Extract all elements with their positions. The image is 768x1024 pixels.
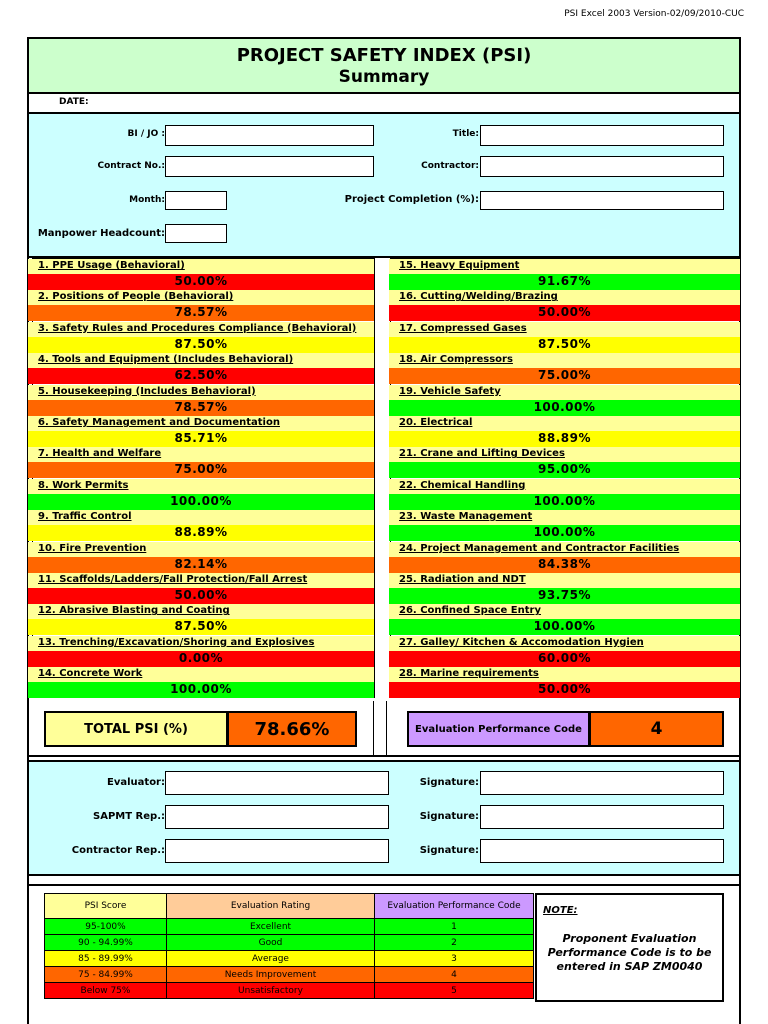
- legend-cell-score: Below 75%: [45, 983, 167, 999]
- left-category-score: 88.89%: [28, 525, 374, 541]
- title-block: [27, 37, 741, 94]
- left-category-label: 8. Work Permits: [28, 479, 374, 494]
- contract-field[interactable]: [165, 156, 374, 177]
- right-category-label: 19. Vehicle Safety: [389, 385, 740, 400]
- manpower-label: Manpower Headcount:: [37, 228, 165, 239]
- legend-header-score: PSI Score: [45, 894, 167, 919]
- legend-cell-rating: Needs Improvement: [167, 967, 375, 983]
- right-category-score: 93.75%: [389, 588, 740, 604]
- left-category-label: 5. Housekeeping (Includes Behavioral): [28, 385, 374, 400]
- legend-row: [45, 951, 534, 967]
- right-category-label: 27. Galley/ Kitchen & Accomodation Hygien: [389, 636, 740, 651]
- left-category-score: 62.50%: [28, 368, 374, 384]
- right-category-score: 75.00%: [389, 368, 740, 384]
- left-category-score: 50.00%: [28, 588, 374, 604]
- right-category-score: 100.00%: [389, 400, 740, 416]
- legend-header-rating: Evaluation Rating: [167, 894, 375, 919]
- evaluation-code-value: 4: [589, 711, 724, 747]
- left-category-label: 14. Concrete Work: [28, 667, 374, 682]
- left-category-label: 13. Trenching/Excavation/Shoring and Explosives: [28, 636, 374, 651]
- left-category-label: 11. Scaffolds/Ladders/Fall Protection/Fall Arrest: [28, 573, 374, 588]
- legend-header-row: [45, 894, 534, 919]
- legend-cell-code: 4: [375, 967, 534, 983]
- left-category-score: 85.71%: [28, 431, 374, 447]
- left-category-score: 87.50%: [28, 337, 374, 353]
- right-category-score: 100.00%: [389, 525, 740, 541]
- contractor-rep-label: Contractor Rep.:: [71, 845, 165, 856]
- sapmt-label: SAPMT Rep.:: [93, 811, 165, 822]
- left-category-label: 1. PPE Usage (Behavioral): [28, 259, 374, 274]
- right-category-score: 91.67%: [389, 274, 740, 290]
- legend-row: [45, 983, 534, 999]
- legend-cell-score: 85 - 89.99%: [45, 951, 167, 967]
- right-category-score: 95.00%: [389, 462, 740, 478]
- contractor-rep-signature-label: Signature:: [419, 845, 479, 856]
- month-field[interactable]: [165, 191, 227, 210]
- legend-cell-code: 5: [375, 983, 534, 999]
- legend-cell-score: 75 - 84.99%: [45, 967, 167, 983]
- right-category-label: 20. Electrical: [389, 416, 740, 431]
- right-category-score: 100.00%: [389, 494, 740, 510]
- right-category-label: 18. Air Compressors: [389, 353, 740, 368]
- title-label: Title:: [452, 129, 479, 139]
- left-category-score: 78.57%: [28, 305, 374, 321]
- legend-row: [45, 935, 534, 951]
- legend-header-code: Evaluation Performance Code: [375, 894, 534, 919]
- sapmt-field[interactable]: [165, 805, 389, 829]
- left-category-label: 7. Health and Welfare: [28, 447, 374, 462]
- legend-cell-code: 3: [375, 951, 534, 967]
- right-category-label: 28. Marine requirements: [389, 667, 740, 682]
- legend-table: [44, 893, 534, 999]
- right-category-score: 50.00%: [389, 682, 740, 698]
- right-category-label: 22. Chemical Handling: [389, 479, 740, 494]
- contractor-label: Contractor:: [421, 161, 479, 171]
- right-category-label: 16. Cutting/Welding/Brazing: [389, 290, 740, 305]
- legend-cell-rating: Unsatisfactory: [167, 983, 375, 999]
- note-box: [535, 893, 724, 1002]
- legend-row: [45, 967, 534, 983]
- legend-cell-score: 95-100%: [45, 919, 167, 935]
- sapmt-signature-label: Signature:: [419, 811, 479, 822]
- evaluation-code-label: Evaluation Performance Code: [407, 711, 590, 747]
- right-category-label: 15. Heavy Equipment: [389, 259, 740, 274]
- page-title: PROJECT SAFETY INDEX (PSI): [236, 45, 532, 66]
- left-category-score: 87.50%: [28, 619, 374, 635]
- left-category-label: 10. Fire Prevention: [28, 542, 374, 557]
- right-category-score: 60.00%: [389, 651, 740, 667]
- left-category-score: 75.00%: [28, 462, 374, 478]
- date-row: [27, 94, 741, 114]
- right-category-score: 88.89%: [389, 431, 740, 447]
- contractor-field[interactable]: [480, 156, 724, 177]
- right-category-label: 26. Confined Space Entry: [389, 604, 740, 619]
- left-category-score: 0.00%: [28, 651, 374, 667]
- left-category-label: 3. Safety Rules and Procedures Compliance (Behavioral): [28, 322, 374, 337]
- total-divider: [373, 701, 387, 757]
- bijo-field[interactable]: [165, 125, 374, 146]
- evaluator-signature-label: Signature:: [419, 777, 479, 788]
- legend-cell-rating: Good: [167, 935, 375, 951]
- note-text: Proponent Evaluation Performance Code is to be entered in SAP ZM0040: [547, 932, 712, 973]
- legend-cell-code: 2: [375, 935, 534, 951]
- left-category-score: 82.14%: [28, 557, 374, 573]
- note-title: NOTE:: [543, 905, 578, 916]
- right-category-label: 21. Crane and Lifting Devices: [389, 447, 740, 462]
- completion-field[interactable]: [480, 191, 724, 210]
- right-category-label: 25. Radiation and NDT: [389, 573, 740, 588]
- evaluator-label: Evaluator:: [107, 777, 165, 788]
- left-category-label: 4. Tools and Equipment (Includes Behavioral): [28, 353, 374, 368]
- evaluator-field[interactable]: [165, 771, 389, 795]
- legend-cell-code: 1: [375, 919, 534, 935]
- evaluator-signature-field[interactable]: [480, 771, 724, 795]
- left-category-label: 6. Safety Management and Documentation: [28, 416, 374, 431]
- left-category-score: 78.57%: [28, 400, 374, 416]
- legend-cell-rating: Excellent: [167, 919, 375, 935]
- left-category-score: 50.00%: [28, 274, 374, 290]
- legend-row: [45, 919, 534, 935]
- completion-label: Project Completion (%):: [344, 194, 479, 205]
- contractor-rep-signature-field[interactable]: [480, 839, 724, 863]
- page-subtitle: Summary: [338, 67, 430, 87]
- total-psi-label: TOTAL PSI (%): [44, 711, 228, 747]
- sapmt-signature-field[interactable]: [480, 805, 724, 829]
- bijo-label: BI / JO :: [127, 129, 165, 139]
- month-label: Month:: [129, 195, 165, 205]
- legend-cell-rating: Average: [167, 951, 375, 967]
- right-category-label: 24. Project Management and Contractor Facilities: [389, 542, 740, 557]
- title-field[interactable]: [480, 125, 724, 146]
- contract-label: Contract No.:: [97, 161, 165, 171]
- right-category-label: 23. Waste Management: [389, 510, 740, 525]
- legend-cell-score: 90 - 94.99%: [45, 935, 167, 951]
- right-category-score: 50.00%: [389, 305, 740, 321]
- left-category-score: 100.00%: [28, 494, 374, 510]
- left-category-label: 12. Abrasive Blasting and Coating: [28, 604, 374, 619]
- right-category-score: 84.38%: [389, 557, 740, 573]
- right-category-score: 87.50%: [389, 337, 740, 353]
- contractor-rep-field[interactable]: [165, 839, 389, 863]
- left-category-label: 2. Positions of People (Behavioral): [28, 290, 374, 305]
- right-category-label: 17. Compressed Gases: [389, 322, 740, 337]
- left-category-label: 9. Traffic Control: [28, 510, 374, 525]
- manpower-field[interactable]: [165, 224, 227, 243]
- right-category-score: 100.00%: [389, 619, 740, 635]
- total-psi-value: 78.66%: [227, 711, 357, 747]
- version-text: PSI Excel 2003 Version-02/09/2010-CUC: [564, 9, 744, 19]
- date-label: DATE:: [59, 97, 89, 107]
- left-category-score: 100.00%: [28, 682, 374, 698]
